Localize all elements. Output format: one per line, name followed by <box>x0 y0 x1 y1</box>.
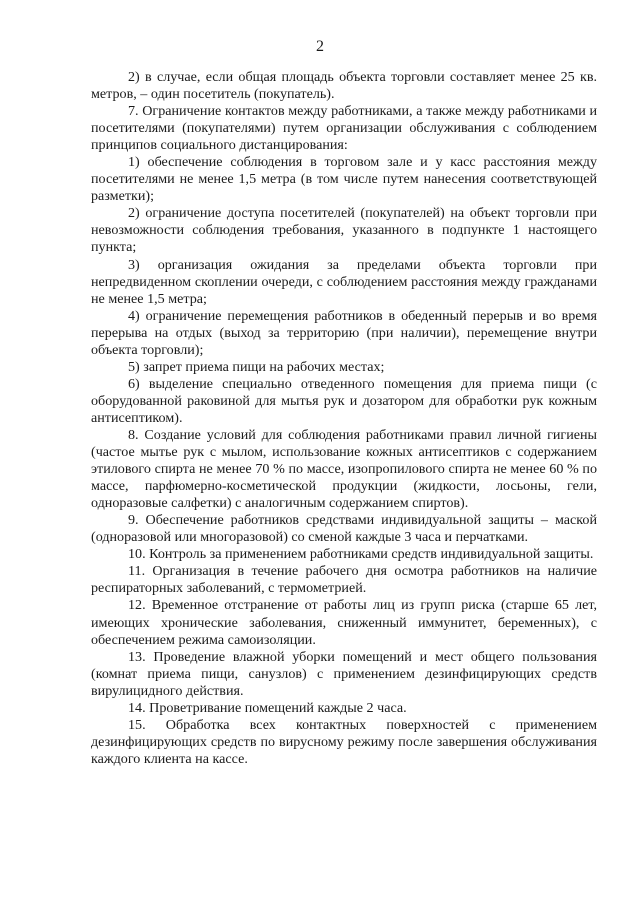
paragraph-14-ventilation: 14. Проветривание помещений каждые 2 часа. <box>128 699 407 716</box>
paragraph-12-risk-groups: 12. Временное отстранение от работы лиц из групп риска (старше 65 лет, имеющих хронические заболевания, сниженный иммунитет, беременных), с обеспечением режима самоизоляции. <box>91 597 597 648</box>
paragraph-11-health-check: 11. Организация в течение рабочего дня осмотра работников на наличие респираторных заболеваний, с термометрией. <box>91 563 597 597</box>
paragraph-2-small-area: 2) в случае, если общая площадь объекта торговли составляет менее 25 кв. метров, – один посетитель (покупатель). <box>91 69 597 103</box>
paragraph-7-6-dining-room: 6) выделение специально отведенного помещения для приема пищи (с оборудованной раковиной для мытья рук и дозатором для обработки рук кожным антисептиком). <box>91 375 597 426</box>
paragraph-10-control: 10. Контроль за применением работниками средств индивидуальной защиты. <box>128 546 594 563</box>
paragraph-7-5-no-eating: 5) запрет приема пищи на рабочих местах; <box>128 358 385 375</box>
paragraph-7-4-movement-restriction: 4) ограничение перемещения работников в обеденный перерыв и во время перерыва на отдых (выход за территорию (при наличии), перемещение внутри объекта торговли); <box>91 307 597 358</box>
paragraph-7-1-distance: 1) обеспечение соблюдения в торговом зале и у касс расстояния между посетителями не менее 1,5 метра (в том числе путем нанесения соответствующей разметки); <box>91 154 597 205</box>
paragraph-9-protective-equipment: 9. Обеспечение работников средствами индивидуальной защиты – маской (одноразовой или многоразовой) со сменой каждые 3 часа и перчатками. <box>91 512 597 546</box>
paragraph-7-3-queue-waiting: 3) организация ожидания за пределами объекта торговли при непредвиденном скоплении очереди, с соблюдением расстояния между гражданами не менее 1,5 метра; <box>91 256 597 307</box>
page-number: 2 <box>316 38 324 55</box>
paragraph-7-contact-limits: 7. Ограничение контактов между работниками, а также между работниками и посетителями (покупателями) путем организации обслуживания с соблюдением принципов социального дистанцирования: <box>91 103 597 154</box>
paragraph-13-wet-cleaning: 13. Проведение влажной уборки помещений и мест общего пользования (комнат приема пищи, санузлов) с применением дезинфицирующих средств вирулицидного действия. <box>91 648 597 699</box>
document-body <box>91 69 597 768</box>
paragraph-15-surface-treatment: 15. Обработка всех контактных поверхностей с применением дезинфицирующих средств по вирусному режиму после завершения обслуживания каждого клиента на кассе. <box>91 716 597 767</box>
paragraph-8-hygiene: 8. Создание условий для соблюдения работниками правил личной гигиены (частое мытье рук с мылом, использование кожных антисептиков с содержанием этилового спирта не менее 70 % по массе, изопропилового спирта не менее 60 % по массе, парфюмерно-косметической продукции (жидкости, лосьоны, гели, одноразовые салфетки) с аналогичным содержанием спиртов). <box>91 426 597 512</box>
paragraph-7-2-access-restriction: 2) ограничение доступа посетителей (покупателей) на объект торговли при невозможности соблюдения требования, указанного в подпункте 1 настоящего пункта; <box>91 205 597 256</box>
